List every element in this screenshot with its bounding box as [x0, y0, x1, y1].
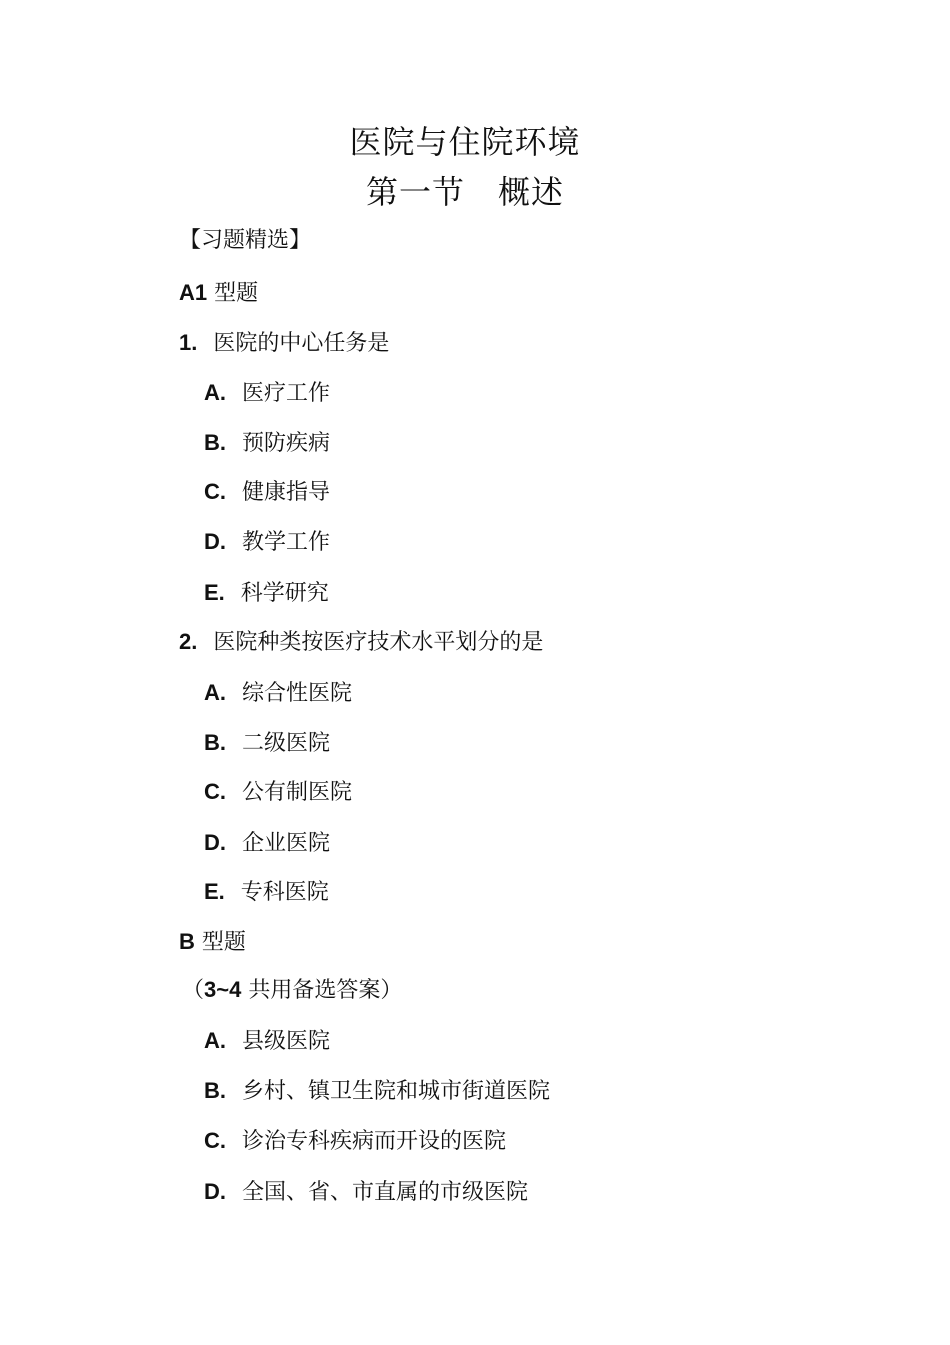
option-text: 综合性医院 — [242, 681, 353, 706]
note-range: 3~4 — [204, 977, 242, 1002]
option-text: 全国、省、市直属的市级医院 — [242, 1180, 529, 1205]
option-text: 健康指导 — [242, 480, 331, 505]
option-mark: C. — [204, 479, 226, 504]
option-text: 专科医院 — [240, 880, 329, 905]
shared-options-note — [182, 975, 402, 1006]
option-mark: D. — [204, 529, 226, 554]
option-mark: B. — [204, 430, 226, 455]
option-text: 诊治专科疾病而开设的医院 — [242, 1129, 507, 1154]
question-1 — [179, 328, 389, 359]
option-b-a — [204, 1026, 330, 1057]
option-mark: E. — [204, 879, 225, 904]
note-open-paren: （ — [182, 978, 205, 1003]
section-title: 第一节 概述 — [365, 173, 564, 211]
option-1-a — [204, 378, 330, 409]
option-mark: C. — [204, 779, 226, 804]
option-text: 科学研究 — [240, 581, 329, 606]
option-mark: A. — [204, 680, 226, 705]
question-2 — [179, 627, 543, 658]
option-mark: A. — [204, 380, 226, 405]
option-2-c — [204, 777, 352, 808]
note-text: 共用备选答案） — [248, 978, 403, 1003]
option-text: 二级医院 — [242, 731, 331, 756]
type-mark: A1 — [179, 280, 208, 305]
question-text: 医院种类按医疗技术水平划分的是 — [213, 630, 544, 655]
question-number: 2. — [179, 629, 198, 654]
option-mark: D. — [204, 1179, 226, 1204]
option-1-e — [204, 578, 329, 609]
option-text: 预防疾病 — [242, 431, 331, 456]
option-b-b — [204, 1076, 550, 1107]
option-2-e — [204, 877, 329, 908]
option-b-d — [204, 1177, 528, 1208]
question-number: 1. — [179, 330, 198, 355]
option-1-c — [204, 477, 330, 508]
option-text: 教学工作 — [242, 530, 331, 555]
option-mark: E. — [204, 580, 225, 605]
type-text: 型题 — [214, 281, 259, 306]
option-1-b — [204, 428, 330, 459]
option-mark: D. — [204, 830, 226, 855]
option-text: 公有制医院 — [242, 780, 353, 805]
exercise-header: 【习题精选】 — [179, 228, 312, 253]
type-text: 型题 — [201, 930, 246, 955]
option-text: 医疗工作 — [242, 381, 331, 406]
option-2-b — [204, 728, 330, 759]
option-text: 乡村、镇卫生院和城市街道医院 — [242, 1079, 551, 1104]
option-b-c — [204, 1126, 506, 1157]
option-text: 企业医院 — [242, 831, 331, 856]
option-mark: A. — [204, 1028, 226, 1053]
option-2-a — [204, 678, 352, 709]
option-2-d — [204, 828, 330, 859]
option-mark: C. — [204, 1128, 226, 1153]
question-type-a1 — [179, 278, 258, 309]
question-type-b — [179, 927, 246, 958]
option-mark: B. — [204, 1078, 226, 1103]
option-1-d — [204, 527, 330, 558]
document-title: 医院与住院环境 — [349, 123, 581, 161]
type-mark: B — [179, 929, 195, 954]
option-text: 县级医院 — [242, 1029, 331, 1054]
option-mark: B. — [204, 730, 226, 755]
question-text: 医院的中心任务是 — [213, 331, 390, 356]
